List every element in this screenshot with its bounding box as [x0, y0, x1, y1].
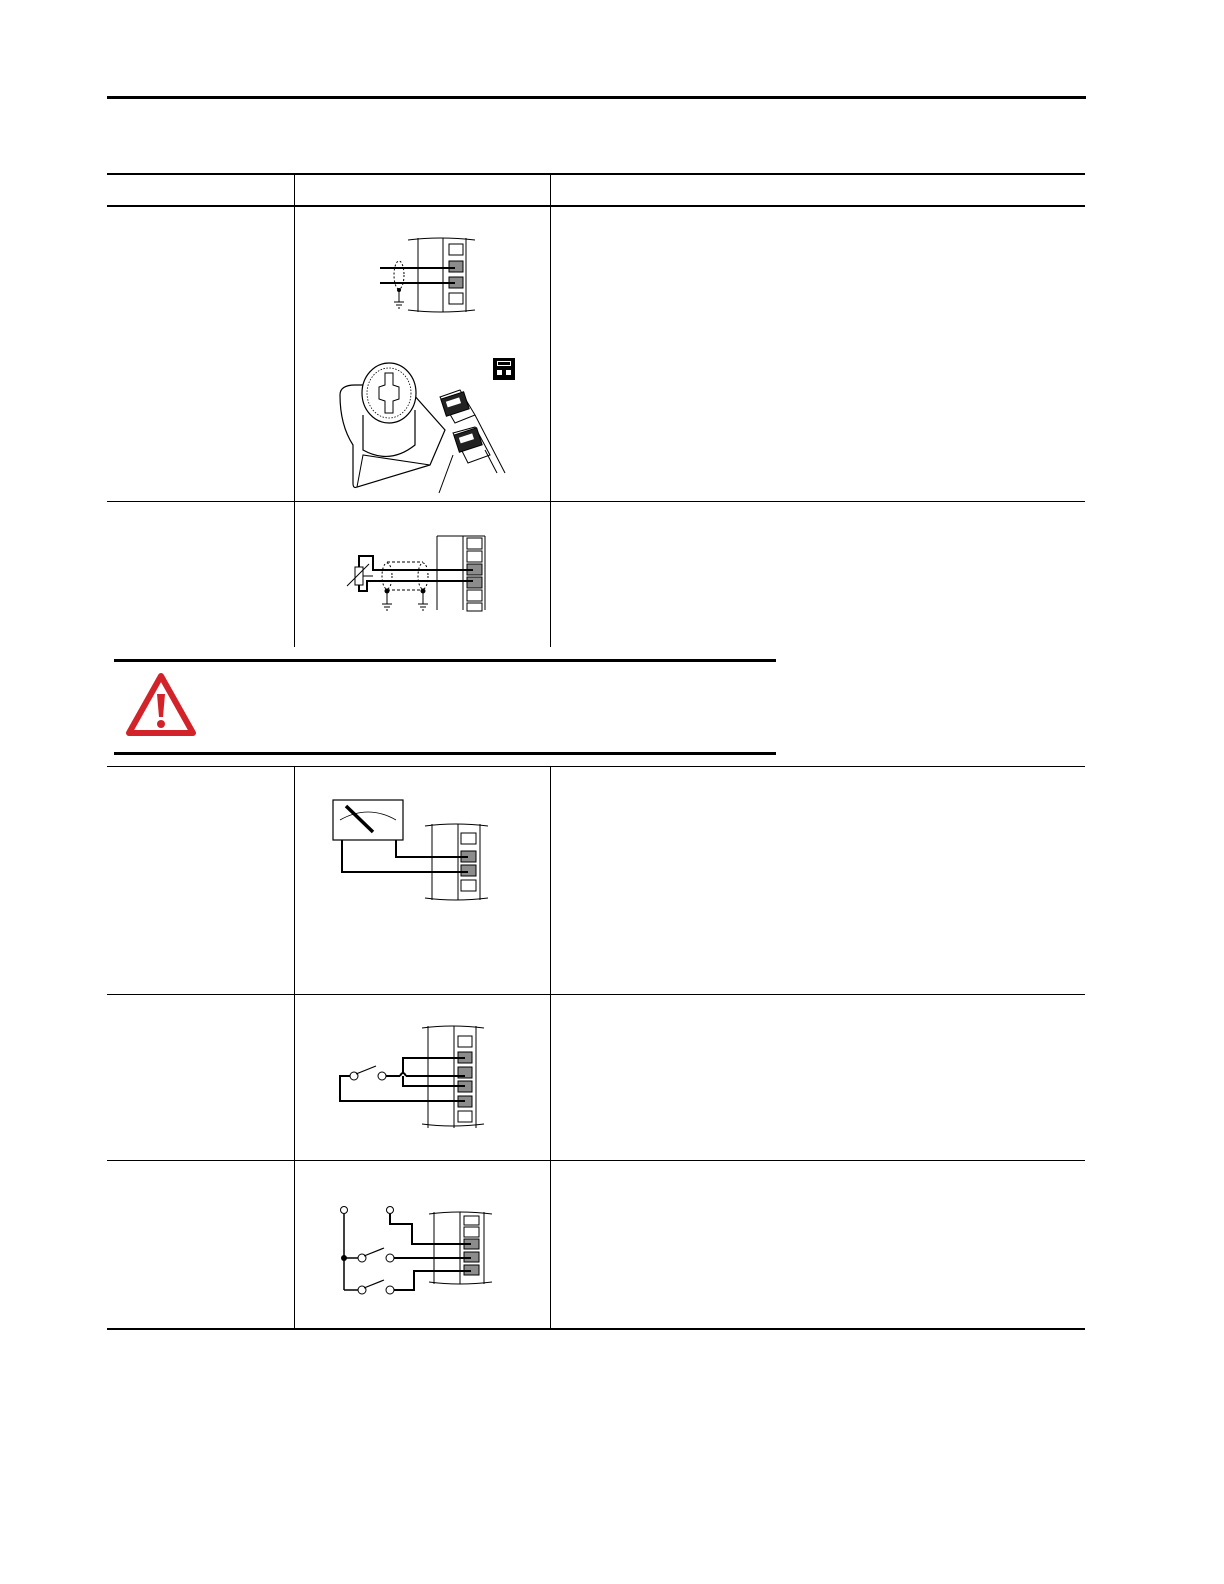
- warning-top-rule: [114, 659, 776, 662]
- table-top-rule: [107, 173, 1085, 175]
- row-separator: [107, 1160, 1085, 1161]
- warning-triangle-icon: [125, 672, 197, 743]
- column-separator: [294, 767, 295, 1329]
- page-header-rule: [107, 96, 1086, 99]
- column-separator: [550, 174, 551, 647]
- column-separator: [294, 174, 295, 647]
- row-1-wiring-diagram: [370, 228, 510, 320]
- row-separator: [107, 994, 1085, 995]
- warning-bottom-rule: [114, 752, 776, 755]
- table-bottom-rule: [107, 1328, 1085, 1330]
- row-4-switch-wiring-diagram: [332, 1024, 492, 1130]
- table-header-bottom-rule: [107, 205, 1085, 207]
- potentiometer-knob-icon: [335, 355, 515, 495]
- column-separator: [550, 767, 551, 1329]
- row-separator: [107, 501, 1085, 502]
- table-lower-top-rule: [107, 766, 1085, 767]
- row-2-wiring-diagram: [345, 534, 505, 614]
- analog-meter-icon: [330, 798, 495, 902]
- row-5-switch-wiring-diagram: [334, 1204, 499, 1300]
